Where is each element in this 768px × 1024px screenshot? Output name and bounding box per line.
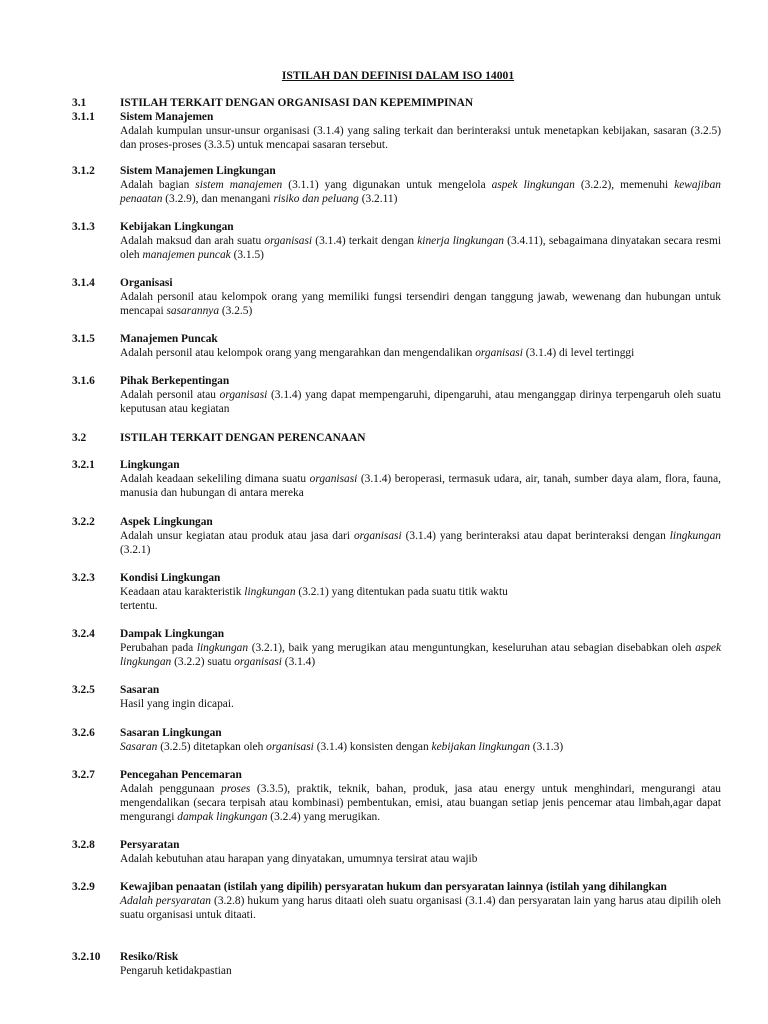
term-title: Sistem Manajemen (120, 111, 214, 123)
term-title: Kewajiban penaatan (istilah yang dipilih) persyaratan hukum dan persyaratan lainnya (istilah yang dihilangkan (120, 881, 667, 893)
term-title: Resiko/Risk (120, 951, 179, 963)
term-title: Aspek Lingkungan (120, 516, 213, 528)
entry-number: 3.1.3 (72, 221, 95, 233)
section-heading: ISTILAH TERKAIT DENGAN ORGANISASI DAN KEPEMIMPINAN (120, 97, 474, 109)
term-title: Manajemen Puncak (120, 333, 218, 345)
term-title: Lingkungan (120, 459, 180, 471)
definition-text: Keadaan atau karakteristik lingkungan (3.2.1) yang ditentukan pada suatu titik waktu (120, 586, 508, 598)
definition-text: Pengaruh ketidakpastian (120, 965, 232, 977)
entry-number: 3.2.1 (72, 459, 95, 471)
definition-entry (72, 768, 721, 824)
section-heading: ISTILAH TERKAIT DENGAN PERENCANAAN (120, 432, 366, 444)
entry-number: 3.1.1 (72, 111, 95, 123)
entry-number: 3.2.8 (72, 839, 95, 851)
term-title: Persyaratan (120, 839, 180, 851)
definition-text: Adalah bagian sistem manajemen (3.1.1) yang digunakan untuk mengelola aspek lingkungan (3.2.2), memenuhi kewajiban penaatan (3.2.9), dan menangani risiko dan peluang (3.2.11) (120, 179, 722, 205)
entry-number: 3.2.10 (72, 951, 101, 963)
definition-entry (72, 332, 721, 360)
entry-number: 3.2.7 (72, 769, 95, 781)
definition-text: Adalah kebutuhan atau harapan yang dinyatakan, umumnya tersirat atau wajib (120, 853, 478, 865)
term-title: Sasaran (120, 684, 160, 696)
definition-text: Adalah persyaratan (3.2.8) hukum yang harus ditaati oleh suatu organisasi (3.1.4) dan persyaratan lain yang harus atau dipilih oleh suatu organisasi untuk ditaati. (120, 895, 721, 921)
definition-text-cont: tertentu. (120, 600, 158, 612)
section-3-1 (72, 96, 721, 110)
term-title: Pencegahan Pencemaran (120, 769, 242, 781)
definition-entry (72, 726, 721, 754)
definition-text: Adalah unsur kegiatan atau produk atau jasa dari organisasi (3.1.4) yang berinteraksi atau dapat berinteraksi dengan lingkungan (3.2.1) (120, 530, 722, 556)
definition-entry (72, 110, 721, 152)
definition-text: Hasil yang ingin dicapai. (120, 698, 234, 710)
entry-number: 3.2.3 (72, 572, 95, 584)
entry-number: 3.1.5 (72, 333, 95, 345)
definition-entry (72, 571, 721, 613)
definition-entry (72, 683, 721, 711)
entry-number: 3.1.2 (72, 165, 95, 177)
section-3-2 (72, 431, 721, 445)
entry-number: 3.2.6 (72, 727, 95, 739)
section-number: 3.1 (72, 97, 87, 109)
definition-entry (72, 374, 721, 416)
entry-number: 3.1.4 (72, 277, 95, 289)
definition-text: Adalah kumpulan unsur-unsur organisasi (3.1.4) yang saling terkait dan berinteraksi untuk menetapkan kebijakan, sasaran (3.2.5) dan proses-proses (3.3.5) untuk mencapai sasaran tersebut. (120, 125, 721, 151)
entry-number: 3.2.4 (72, 628, 95, 640)
entry-number: 3.2.2 (72, 516, 95, 528)
term-title: Kondisi Lingkungan (120, 572, 221, 584)
definition-entry (72, 515, 721, 557)
document-title: ISTILAH DAN DEFINISI DALAM ISO 14001 (281, 69, 515, 82)
definition-text: Adalah maksud dan arah suatu organisasi (3.1.4) terkait dengan kinerja lingkungan (3.4.11), sebagaimana dinyatakan secara resmi oleh manajemen puncak (3.1.5) (120, 235, 721, 261)
definition-text: Adalah penggunaan proses (3.3.5), praktik, teknik, bahan, produk, jasa atau energy untuk menghindari, mengurangi atau mengendalikan (secara terpisah atau kombinasi) pembentukan, emisi, atau buangan setiap jenis pencemar atau limbah,agar dapat mengurangi dampak lingkungan (3.2.4) yang merugikan. (120, 783, 721, 823)
definition-entry (72, 164, 721, 206)
term-title: Organisasi (120, 277, 173, 289)
definition-text: Adalah keadaan sekeliling dimana suatu organisasi (3.1.4) beroperasi, termasuk udara, air, tanah, sumber daya alam, flora, fauna, manusia dan hubungan di antara mereka (120, 473, 721, 499)
definition-text: Adalah personil atau organisasi (3.1.4) yang dapat mempengaruhi, dipengaruhi, atau menganggap dirinya terpengaruh oleh suatu keputusan atau kegiatan (120, 389, 721, 415)
section-number: 3.2 (72, 432, 87, 444)
definition-text: Sasaran (3.2.5) ditetapkan oleh organisasi (3.1.4) konsisten dengan kebijakan lingkungan (3.1.3) (120, 741, 564, 753)
definition-entry (72, 458, 721, 500)
term-title: Pihak Berkepentingan (120, 375, 230, 387)
term-title: Dampak Lingkungan (120, 628, 225, 640)
definition-entry (72, 880, 721, 922)
definition-entry (72, 838, 721, 866)
term-title: Sistem Manajemen Lingkungan (120, 165, 276, 177)
definition-text: Perubahan pada lingkungan (3.2.1), baik yang merugikan atau menguntungkan, keseluruhan atau sebagian disebabkan oleh aspek lingkungan (3.2.2) suatu organisasi (3.1.4) (120, 642, 721, 668)
entry-number: 3.1.6 (72, 375, 95, 387)
definition-entry (72, 220, 721, 262)
term-title: Sasaran Lingkungan (120, 727, 222, 739)
entry-number: 3.2.9 (72, 881, 95, 893)
entry-number: 3.2.5 (72, 684, 95, 696)
definition-entry (72, 276, 721, 318)
definition-entry (72, 627, 721, 669)
definition-text: Adalah personil atau kelompok orang yang memiliki fungsi tersendiri dengan tanggung jawab, wewenang dan hubungan untuk mencapai sasarannya (3.2.5) (120, 291, 721, 317)
definition-text: Adalah personil atau kelompok orang yang mengarahkan dan mengendalikan organisasi (3.1.4) di level tertinggi (120, 347, 635, 359)
term-title: Kebijakan Lingkungan (120, 221, 234, 233)
definition-entry (72, 950, 721, 978)
